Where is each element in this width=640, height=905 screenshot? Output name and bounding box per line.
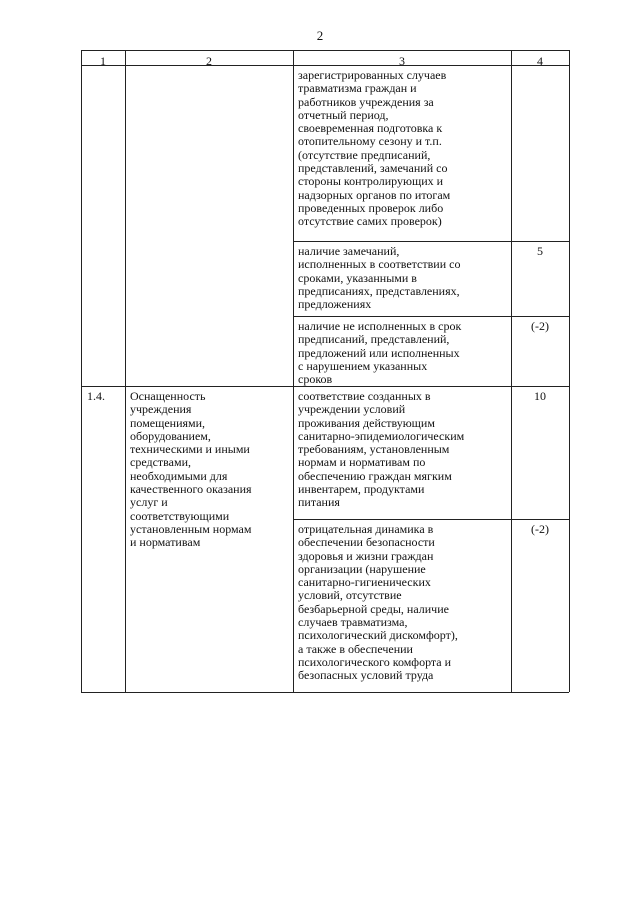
row-1-4-b-criterion: отрицательная динамика в обеспечении безопасности здоровья и жизни граждан организации (нарушение санитарно-гигиенических условий, отсутствие безбарьерной среды, наличие случаев травматизма, психологический дискомфорт), а также в обеспечении психологического комфорта и безопасных условий труда [298, 522, 458, 683]
col-border-right [569, 50, 570, 692]
cont-a-criterion: зарегистрированных случаев травматизма граждан и работников учреждения за отчетный период, своевременная подготовка к отопительному сезону и т.п. (отсутствие предписаний, представлений, замечаний со стороны контролирующих и надзорных органов по итогам проведенных проверок либо отсутствие самих проверок) [298, 68, 451, 229]
table-bottom-border [81, 692, 569, 693]
row-1-4-a-criterion: соответствие созданных в учреждении условий проживания действующим санитарно-эпидемиологическим требованиям, установленным нормам и нормативам по обеспечению граждан мягким инвентарем, продуктами питания [298, 389, 465, 510]
header-col-4: 4 [537, 54, 543, 68]
cont-b-score: 5 [537, 244, 543, 258]
row-1-4-a-score: 10 [534, 389, 546, 403]
separator-cont-b-c [293, 316, 569, 317]
header-col-3: 3 [399, 54, 405, 68]
row-1-4-number: 1.4. [87, 389, 105, 403]
header-col-1: 1 [100, 54, 106, 68]
col-border-3-4 [511, 50, 512, 692]
col-border-1-2 [125, 50, 126, 692]
col-border-2-3 [293, 50, 294, 692]
page-number: 2 [316, 28, 324, 43]
table-top-border [81, 50, 569, 51]
separator-cont-a-b [293, 241, 569, 242]
cont-b-criterion: наличие замечаний, исполненных в соответствии со сроками, указанными в предписаниях, представлениях, предложениях [298, 244, 461, 312]
cont-c-score: (-2) [531, 319, 549, 333]
col-border-left [81, 50, 82, 692]
header-col-2: 2 [206, 54, 212, 68]
row-1-4-b-score: (-2) [531, 522, 549, 536]
cont-c-criterion: наличие не исполненных в срок предписаний, представлений, предложений или исполненных с нарушением указанных сроков [298, 319, 462, 387]
row-1-4-indicator: Оснащенность учреждения помещениями, оборудованием, техническими и иными средствами, необходимыми для качественного оказания услуг и соответствующими установленным нормам и нормативам [130, 389, 252, 550]
separator-1-4-a-b [293, 519, 569, 520]
